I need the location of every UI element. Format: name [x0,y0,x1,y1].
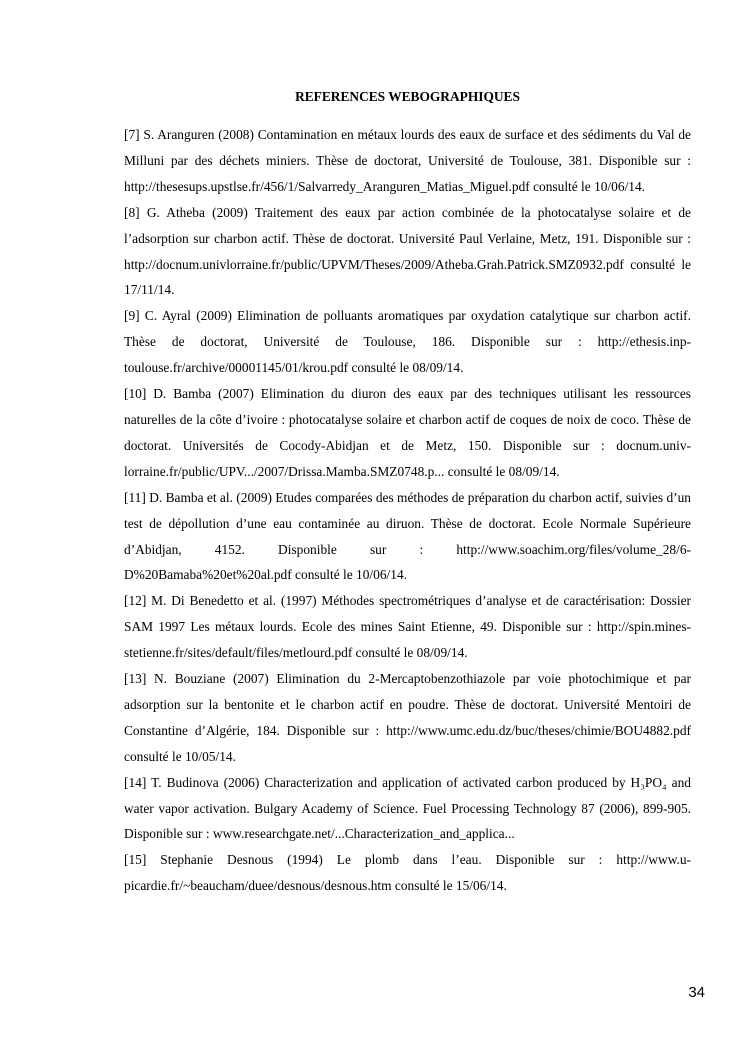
reference-12 [124,588,691,666]
reference-text: T. Budinova (2006) Characterization and application of activated carbon produced by H₃PO₄ and water vapor activation. Bulgary Academy of Science. Fuel Processing Technology 87 (2006), 899-905. Disponible sur : www.researchgate.net/...Characterization_and_applica... [124,774,691,842]
reference-13 [124,666,691,770]
reference-8 [124,200,691,304]
reference-15 [124,847,691,899]
reference-text: D. Bamba (2007) Elimination du diuron des eaux par des techniques utilisant les ressources naturelles de la côte d’ivoire : photocatalyse solaire et charbon actif de coques de noix de coco. Thèse de doctorat. Universités de Cocody-Abidjan et de Metz, 150. Disponible sur : docnum.univ-lorraine.fr/public/UPV.../2007/Drissa.Mamba.SMZ0748.p... consulté le 08/09/14. [124,386,691,479]
reference-9 [124,303,691,381]
reference-number: [10] [124,386,147,402]
reference-number: [13] [124,671,147,687]
reference-number: [15] [124,852,147,868]
reference-11 [124,485,691,589]
reference-text: C. Ayral (2009) Elimination de polluants aromatiques par oxydation catalytique sur charbon actif. Thèse de doctorat, Université de Toulouse, 186. Disponible sur : http://ethesis.inp-toulouse.fr/archive/00001145/01/krou.pdf consulté le 08/09/14. [124,308,691,376]
reference-number: [12] [124,593,147,609]
reference-text: D. Bamba et al. (2009) Etudes comparées des méthodes de préparation du charbon actif, suivies d’un test de dépollution d’une eau contaminée au diruon. Thèse de doctorat. Ecole Normale Supérieure d’Abidjan, 4152. Disponible sur : http://www.soachim.org/files/volume_28/6-D%20Bamaba%20et%20al.pdf consulté le 10/06/14. [124,489,691,583]
reference-number: [9] [124,308,140,324]
reference-10 [124,381,691,485]
reference-list [124,122,691,899]
reference-text: Stephanie Desnous (1994) Le plomb dans l’eau. Disponible sur : http://www.u-picardie.fr/~beaucham/duee/desnous/desnous.htm consulté le 15/06/14. [124,852,691,894]
reference-number: [7] [124,127,140,142]
page-number: 34 [688,984,705,1001]
page-heading: REFERENCES WEBOGRAPHIQUES [295,89,520,104]
reference-14 [124,770,691,848]
reference-7 [124,122,691,200]
reference-text: N. Bouziane (2007) Elimination du 2-Mercaptobenzothiazole par voie photochimique et par adsorption sur la bentonite et le charbon actif en poudre. Thèse de doctorat. Université Mentoiri de Constantine d’Algérie, 184. Disponible sur : http://www.umc.edu.dz/buc/theses/chimie/BOU4882.pdf consulté le 10/05/14. [124,671,691,764]
reference-number: [11] [124,489,146,505]
reference-number: [8] [124,204,140,220]
reference-text: G. Atheba (2009) Traitement des eaux par action combinée de la photocatalyse solaire et de l’adsorption sur charbon actif. Thèse de doctorat. Université Paul Verlaine, Metz, 191. Disponible sur : http://docnum.univlorraine.fr/public/UPVM/Theses/2009/Atheba.Grah.Patrick.SMZ0932.pdf consulté le 17/11/14. [124,204,691,298]
reference-text: S. Aranguren (2008) Contamination en métaux lourds des eaux de surface et des sédiments du Val de Milluni par des déchets miniers. Thèse de doctorat, Université de Toulouse, 381. Disponible sur : http://thesesups.upstlse.fr/456/1/Salvarredy_Aranguren_Matias_Miguel.pdf consulté le 10/06/14. [124,127,691,194]
reference-number: [14] [124,774,147,790]
reference-text: M. Di Benedetto et al. (1997) Méthodes spectrométriques d’analyse et de caractérisation: Dossier SAM 1997 Les métaux lourds. Ecole des mines Saint Etienne, 49. Disponible sur : http://spin.mines-stetienne.fr/sites/default/files/metlourd.pdf consulté le 08/09/14. [124,593,691,661]
